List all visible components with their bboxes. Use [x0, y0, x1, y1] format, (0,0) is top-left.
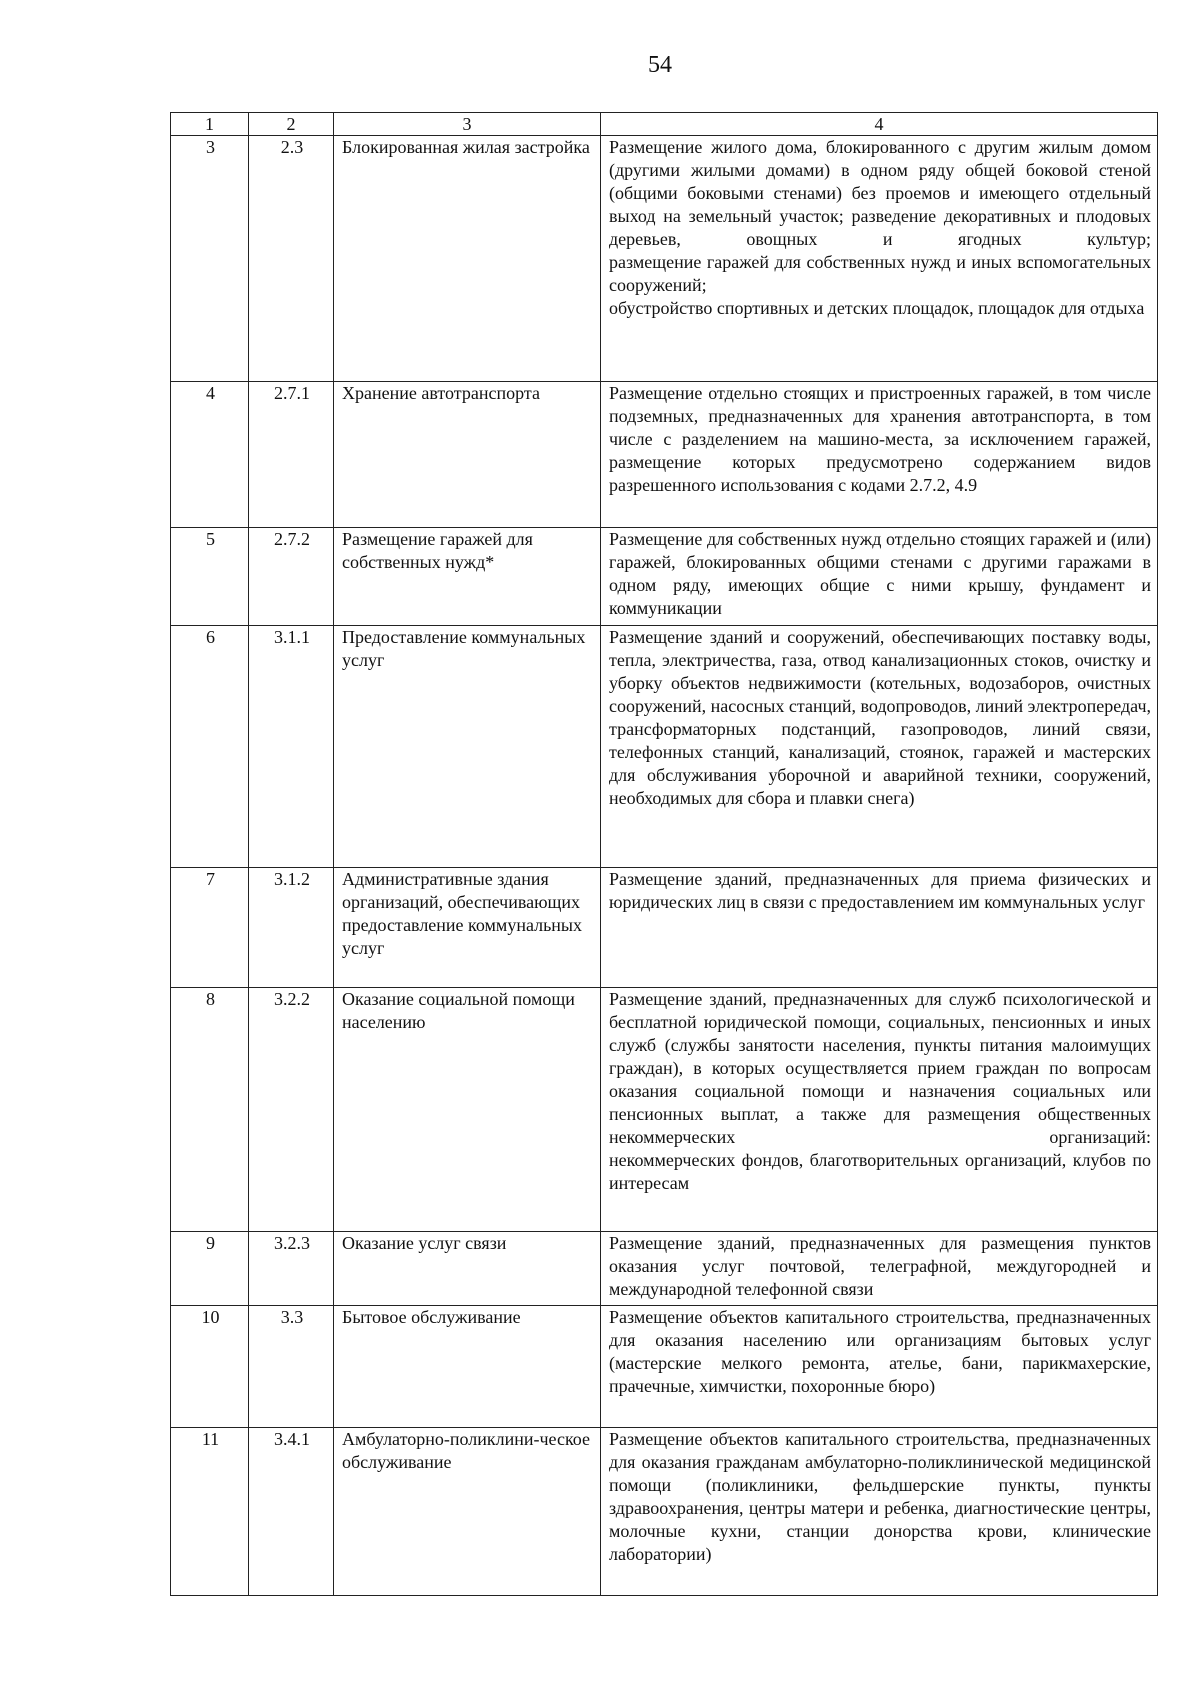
use-code: 3.1.1: [249, 626, 334, 868]
table-row: [171, 136, 1158, 382]
use-code: 3.1.2: [249, 868, 334, 988]
use-description: [601, 626, 1158, 868]
use-code: 2.7.1: [249, 382, 334, 528]
use-description: [601, 382, 1158, 528]
use-name: Оказание социальной помощи населению: [334, 988, 601, 1232]
use-code: 2.3: [249, 136, 334, 382]
table-row: [171, 1428, 1158, 1596]
use-name: Амбулаторно-поликлини-ческое обслуживание: [334, 1428, 601, 1596]
row-number: 9: [171, 1232, 249, 1306]
description-paragraph: обустройство спортивных и детских площадок, площадок для отдыха: [609, 298, 1145, 318]
row-number: 8: [171, 988, 249, 1232]
row-number: 3: [171, 136, 249, 382]
description-paragraph: Размещение отдельно стоящих и пристроенных гаражей, в том числе подземных, предназначенных для хранения автотранспорта, в том числе с разделением на машино-места, за исключением гаражей, размещение которых предусмотрено содержанием видов разрешенного использования с кодами 2.7.2, 4.9: [609, 383, 1151, 495]
use-description: [601, 136, 1158, 382]
description-paragraph: Размещение объектов капитального строительства, предназначенных для оказания населению или организациям бытовых услуг (мастерские мелкого ремонта, ателье, бани, парикмахерские, прачечные, химчистки, похоронные бюро): [609, 1307, 1151, 1396]
row-number: 4: [171, 382, 249, 528]
use-name: Оказание услуг связи: [334, 1232, 601, 1306]
table-row: [171, 988, 1158, 1232]
use-code: 3.2.2: [249, 988, 334, 1232]
use-description: [601, 1232, 1158, 1306]
row-number: 11: [171, 1428, 249, 1596]
description-paragraph: Размещение объектов капитального строительства, предназначенных для оказания гражданам амбулаторно-поликлинической медицинской помощи (поликлиники, фельдшерские пункты, пункты здравоохранения, центры матери и ребенка, диагностические центры, молочные кухни, станции донорства крови, клинические лаборатории): [609, 1429, 1151, 1564]
use-description: [601, 988, 1158, 1232]
description-paragraph: Размещение зданий, предназначенных для размещения пунктов оказания услуг почтовой, телеграфной, междугородней и международной телефонной связи: [609, 1233, 1151, 1299]
use-name: Хранение автотранспорта: [334, 382, 601, 528]
table-body: [171, 136, 1158, 1596]
description-paragraph: некоммерческих фондов, благотворительных организаций, клубов по интересам: [609, 1150, 1151, 1193]
table-row: [171, 626, 1158, 868]
use-code: 3.2.3: [249, 1232, 334, 1306]
table-row: [171, 382, 1158, 528]
use-code: 3.3: [249, 1306, 334, 1428]
use-description: [601, 528, 1158, 626]
header-cell-3: 3: [334, 113, 601, 136]
use-code: 2.7.2: [249, 528, 334, 626]
row-number: 10: [171, 1306, 249, 1428]
header-cell-2: 2: [249, 113, 334, 136]
table-header-row: [171, 113, 1158, 136]
use-description: [601, 1306, 1158, 1428]
use-name: Административные здания организаций, обеспечивающих предоставление коммунальных услуг: [334, 868, 601, 988]
description-paragraph: Размещение зданий и сооружений, обеспечивающих поставку воды, тепла, электричества, газа, отвод канализационных стоков, очистку и уборку объектов недвижимости (котельных, водозаборов, очистных сооружений, насосных станций, водопроводов, линий электропередач, трансформаторных подстанций, газопроводов, линий связи, телефонных станций, канализаций, стоянок, гаражей и мастерских для обслуживания уборочной и аварийной техники, сооружений, необходимых для сбора и плавки снега): [609, 627, 1151, 808]
use-name: Предоставление коммунальных услуг: [334, 626, 601, 868]
page-number: 54: [648, 52, 672, 78]
row-number: 7: [171, 868, 249, 988]
use-description: [601, 1428, 1158, 1596]
use-code: 3.4.1: [249, 1428, 334, 1596]
description-paragraph: Размещение зданий, предназначенных для приема физических и юридических лиц в связи с предоставлением им коммунальных услуг: [609, 869, 1151, 912]
description-paragraph: Размещение жилого дома, блокированного с другим жилым домом (другими жилыми домами) в одном ряду общей боковой стеной (общими боковыми стенами) без проемов и имеющего отдельный выход на земельный участок; разведение декоративных и плодовых деревьев, овощных и ягодных культур;: [609, 137, 1151, 249]
use-name: Блокированная жилая застройка: [334, 136, 601, 382]
table-row: [171, 868, 1158, 988]
header-cell-1: 1: [171, 113, 249, 136]
header-cell-4: 4: [601, 113, 1158, 136]
use-description: [601, 868, 1158, 988]
table-row: [171, 528, 1158, 626]
description-paragraph: Размещение зданий, предназначенных для служб психологической и бесплатной юридической помощи, социальных, пенсионных и иных служб (службы занятости населения, пункты питания малоимущих граждан), в которых осуществляется прием граждан по вопросам оказания социальной помощи и назначения социальных или пенсионных выплат, а также для размещения общественных некоммерческих организаций:: [609, 989, 1151, 1147]
table-row: [171, 1232, 1158, 1306]
use-name: Размещение гаражей для собственных нужд*: [334, 528, 601, 626]
description-paragraph: размещение гаражей для собственных нужд и иных вспомогательных сооружений;: [609, 252, 1151, 295]
use-name: Бытовое обслуживание: [334, 1306, 601, 1428]
description-paragraph: Размещение для собственных нужд отдельно стоящих гаражей и (или) гаражей, блокированных общими стенами с другими гаражами в одном ряду, имеющих общие с ними крышу, фундамент и коммуникации: [609, 529, 1151, 618]
row-number: 5: [171, 528, 249, 626]
row-number: 6: [171, 626, 249, 868]
table-row: [171, 1306, 1158, 1428]
land-use-table: [170, 112, 1158, 1596]
